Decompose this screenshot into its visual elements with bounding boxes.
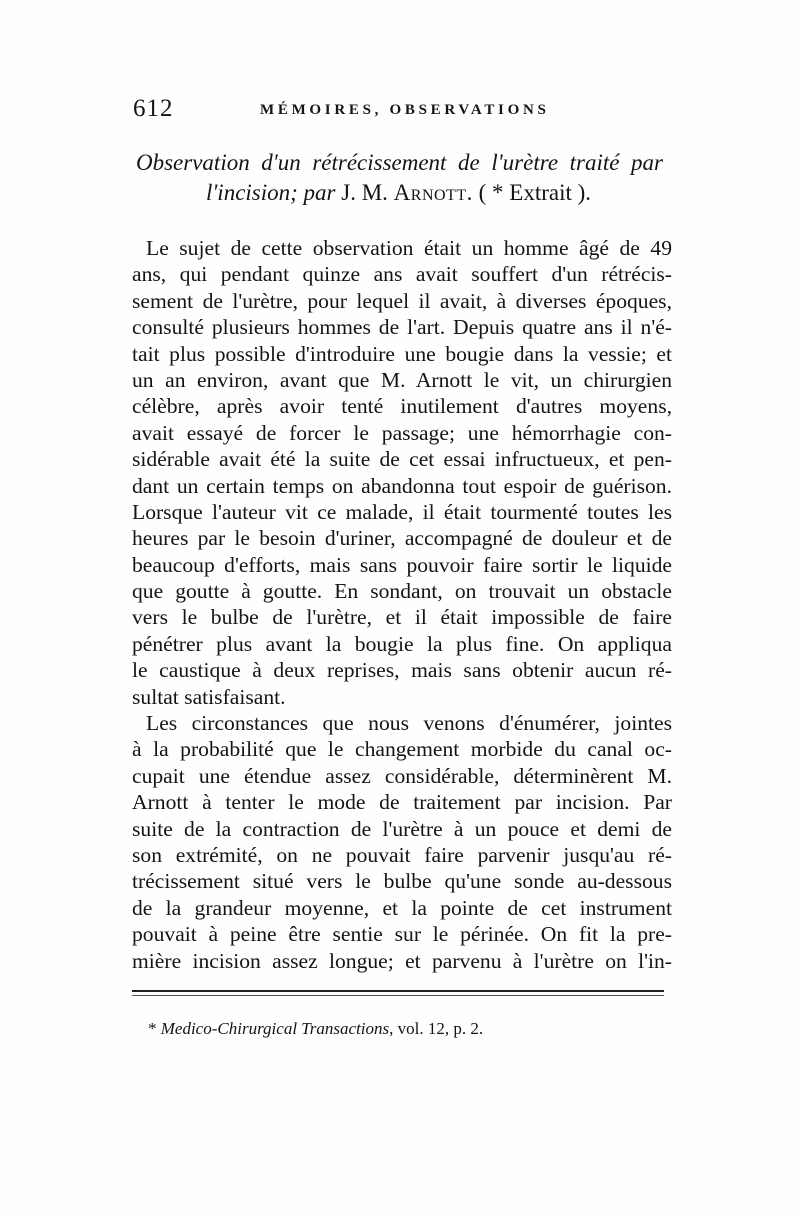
article-title [136,148,676,208]
extrait-label: ( * Extrait ). [478,180,592,205]
text-line: avait essayé de forcer le passage; une hémorrhagie con- [132,420,672,445]
text-line: ans, qui pendant quinze ans avait souffert d'un rétrécis- [132,262,672,287]
text-line: dant un certain temps on abandonna tout espoir de guérison. [132,473,672,498]
body-text [132,235,672,974]
text-line: Le sujet de cette observation était un homme âgé de 49 [146,236,672,260]
text-line: Lorsque l'auteur vit ce malade, il était tourmenté toutes les [132,499,672,524]
running-head: MÉMOIRES, OBSERVATIONS [260,102,550,118]
text-line: que goutte à goutte. En sondant, on trouvait un obstacle [132,579,672,604]
text-line: vers le bulbe de l'urètre, et il était impossible de faire [132,605,672,630]
text-line: mière incision assez longue; et parvenu à l'urètre on l'in- [132,948,672,973]
title-line-2 [136,178,676,208]
page-header [133,95,673,125]
title-line-1: Observation d'un rétrécissement de l'urètre traité par [136,150,663,175]
text-line: tait plus possible d'introduire une bougie dans la vessie; et [132,341,672,366]
text-line: Arnott à tenter le mode de traitement par incision. Par [132,790,672,815]
text-line: sement de l'urètre, pour lequel il avait, à diverses époques, [132,288,672,313]
author-name: Arnott. [393,180,473,205]
text-line: de la grandeur moyenne, et la pointe de cet instrument [132,895,672,920]
text-line: célèbre, après avoir tenté inutilement d'autres moyens, [132,394,672,419]
text-line: pénétrer plus avant la bougie la plus fine. On appliqua [132,631,672,656]
author-initials: J. M. [341,180,388,205]
footnote [148,1018,483,1040]
text-line: sidérable avait été la suite de cet essai infructueux, et pen- [132,447,672,472]
text-line: sultat satisfaisant. [132,684,286,709]
text-line: trécissement situé vers le bulbe qu'une sonde au-dessous [132,869,672,894]
footnote-divider-thin [132,995,664,996]
text-line: beaucoup d'efforts, mais sans pouvoir faire sortir le liquide [132,552,672,577]
text-line: heures par le besoin d'uriner, accompagné de douleur et de [132,526,672,551]
text-line: son extrémité, on ne pouvait faire parvenir jusqu'au ré- [132,842,672,867]
title-incision-text: l'incision; par [206,180,336,205]
text-line: Les circonstances que nous venons d'énumérer, jointes [146,711,672,736]
page-number: 612 [133,95,174,122]
text-line: suite de la contraction de l'urètre à un pouce et demi de [132,816,672,841]
text-line: consulté plusieurs hommes de l'art. Depuis quatre ans il n'é- [132,315,672,340]
footnote-journal: Medico-Chirurgical Transactions [160,1019,390,1038]
footnote-marker: * [148,1019,157,1038]
text-line: le caustique à deux reprises, mais sans obtenir aucun ré- [132,658,672,683]
text-line: un an environ, avant que M. Arnott le vit, un chirurgien [132,367,672,392]
text-line: pouvait à peine être sentie sur le périnée. On fit la pre- [132,922,672,947]
text-line: cupait une étendue assez considérable, déterminèrent M. [132,763,672,788]
footnote-divider [132,990,664,992]
footnote-reference: , vol. 12, p. 2. [389,1019,484,1038]
text-line: à la probabilité que le changement morbide du canal oc- [132,737,672,762]
